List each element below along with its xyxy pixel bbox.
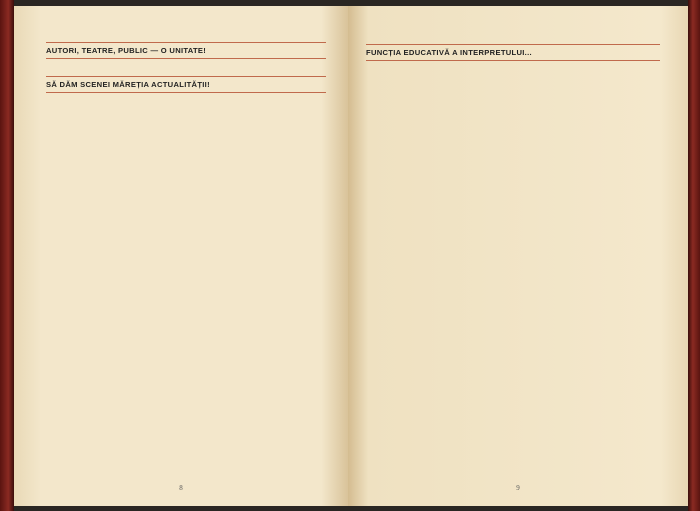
page-number: 8 — [179, 484, 183, 492]
heading-rule — [46, 76, 326, 77]
article-section — [366, 44, 660, 70]
paragraph — [366, 64, 660, 70]
paragraph — [46, 62, 326, 68]
heading-rule — [366, 44, 660, 45]
book-cover-edge-right — [688, 0, 700, 511]
left-page-sections — [46, 42, 326, 102]
left-page — [14, 6, 348, 506]
book-cover-edge-left — [0, 0, 14, 511]
paragraph — [366, 30, 660, 36]
page-number: 9 — [516, 484, 520, 492]
heading-rule — [46, 42, 326, 43]
paragraph — [46, 96, 326, 102]
article-section — [46, 76, 326, 102]
article-section — [366, 30, 660, 36]
right-page-sections — [366, 30, 660, 70]
section-heading: AUTORI, TEATRE, PUBLIC — O UNITATE! — [46, 46, 207, 55]
section-heading: FUNCȚIA EDUCATIVĂ A INTERPRETULUI... — [366, 48, 532, 57]
heading-rule — [366, 60, 660, 61]
article-section — [46, 42, 326, 68]
heading-rule — [46, 92, 326, 93]
book-spread — [14, 6, 688, 506]
section-heading: SĂ DĂM SCENEI MĂREȚIA ACTUALITĂȚII! — [46, 80, 210, 89]
right-page — [348, 6, 688, 506]
heading-rule — [46, 58, 326, 59]
